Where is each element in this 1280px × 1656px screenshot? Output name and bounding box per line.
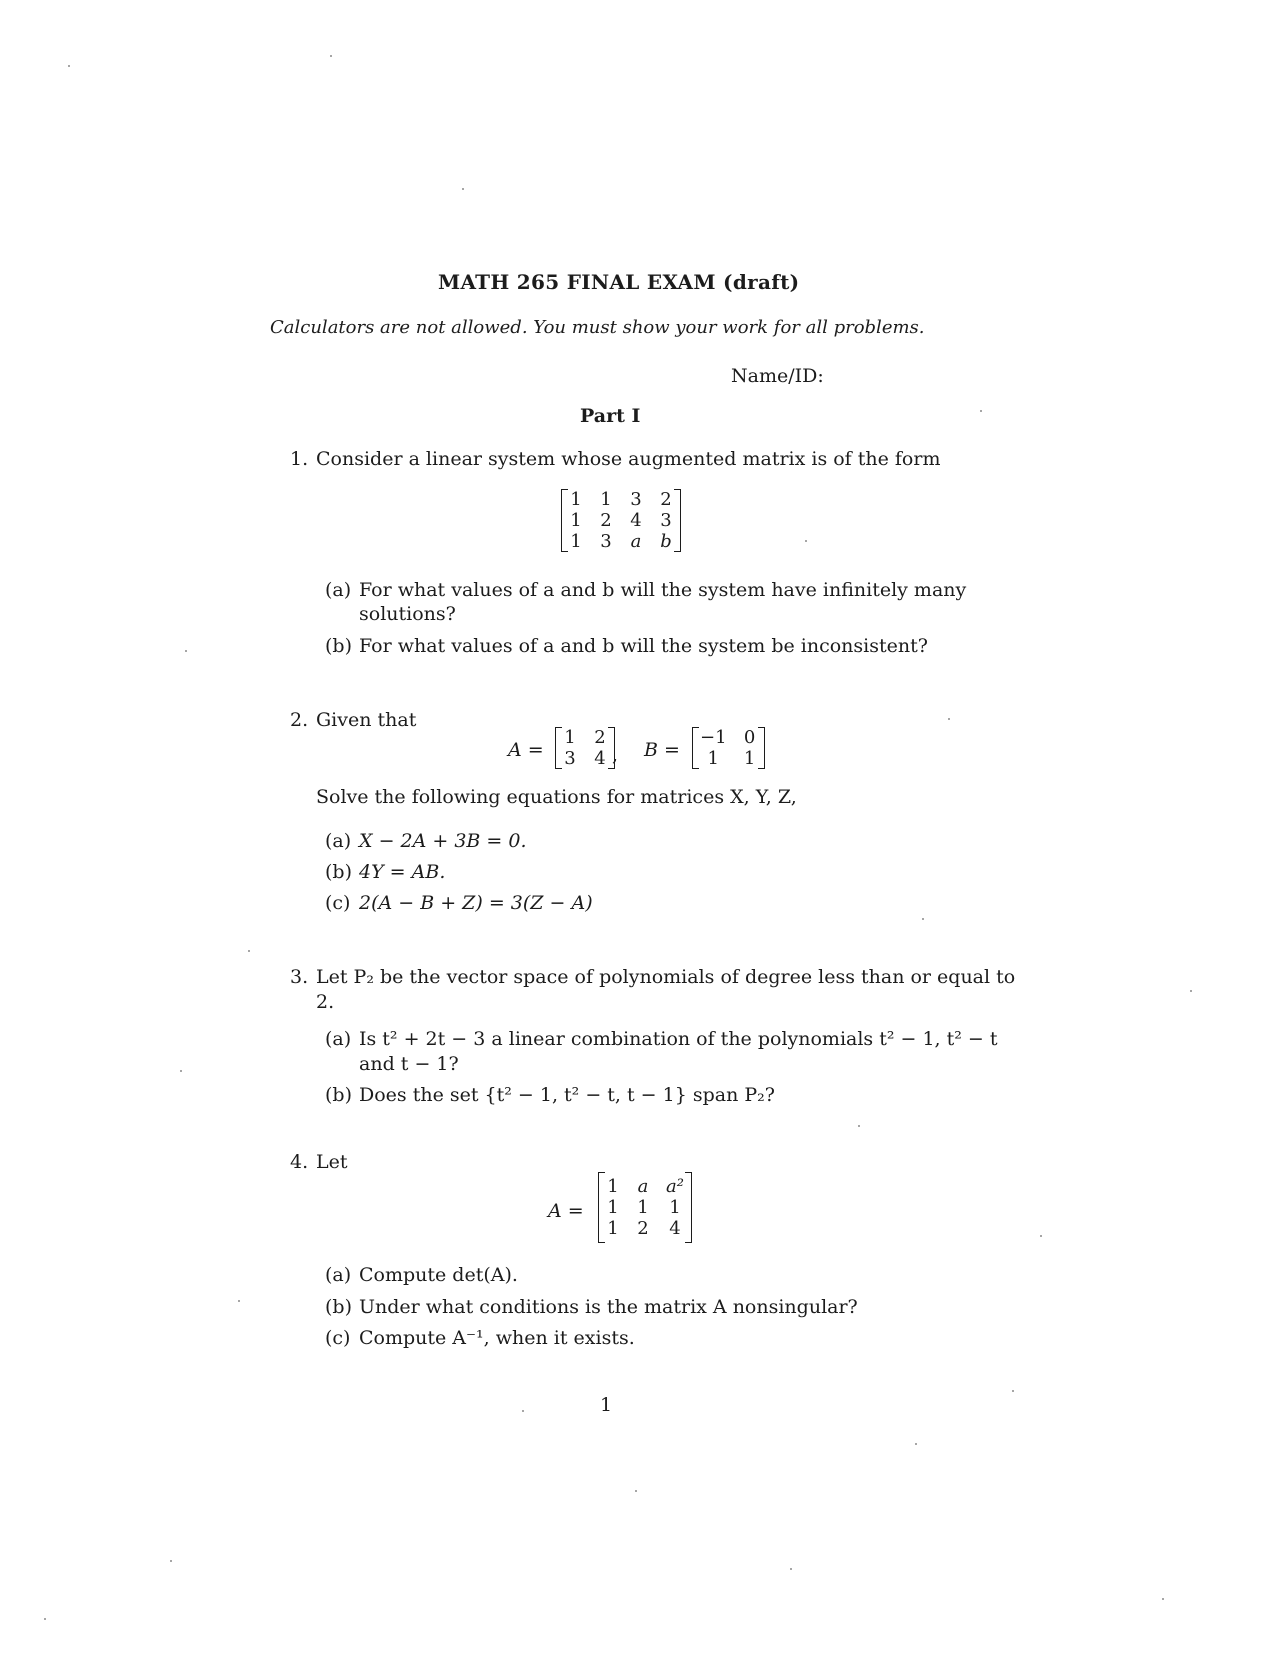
q4-part-a-label: (a) xyxy=(325,1264,352,1286)
scan-speck xyxy=(805,540,807,542)
q4-matrix-label: A = xyxy=(548,1200,584,1222)
q3-line2: 2. xyxy=(316,991,335,1013)
q2-part-a-equation: X − 2A + 3B = 0. xyxy=(359,830,527,852)
q2-matrix-b xyxy=(692,727,765,769)
q1-part-b-label: (b) xyxy=(325,635,352,657)
q2-matrix-a-label: A = xyxy=(508,739,544,761)
q2-part-c-label: (c) xyxy=(325,892,351,914)
q2-number: 2. xyxy=(290,709,309,731)
matrix-cell: a² xyxy=(666,1176,684,1197)
q4-matrix-a xyxy=(598,1172,692,1243)
q4-part-a-text: Compute det(A). xyxy=(359,1264,518,1286)
scan-speck xyxy=(238,1300,240,1302)
scan-speck xyxy=(915,1443,917,1445)
q2-part-b-label: (b) xyxy=(325,861,352,883)
matrix-cell: 1 xyxy=(607,1218,619,1239)
q1-number: 1. xyxy=(290,448,309,470)
exam-instructions: Calculators are not allowed. You must show your work for all problems. xyxy=(270,317,925,338)
matrix-cell: 0 xyxy=(743,727,756,748)
part-heading: Part I xyxy=(580,405,641,427)
scan-speck xyxy=(858,1125,860,1127)
matrix-cell: 3 xyxy=(600,531,612,552)
scan-speck xyxy=(522,1410,524,1412)
matrix-cell: 1 xyxy=(707,748,719,769)
exam-title: MATH 265 FINAL EXAM (draft) xyxy=(438,270,800,294)
scan-speck xyxy=(248,950,250,952)
matrix-cell: 2 xyxy=(594,727,606,748)
q1-text: Consider a linear system whose augmented matrix is of the form xyxy=(316,448,941,470)
scan-speck xyxy=(1012,1390,1014,1392)
scan-speck xyxy=(922,918,924,920)
matrix-cell: 1 xyxy=(570,489,582,510)
matrix-cell: 1 xyxy=(669,1197,681,1218)
q4-part-c-text: Compute A⁻¹, when it exists. xyxy=(359,1327,635,1349)
matrix-cell: 4 xyxy=(669,1218,681,1239)
matrix-cell: a xyxy=(630,531,642,552)
scan-speck xyxy=(948,718,950,720)
scan-speck xyxy=(635,1490,637,1492)
scan-speck xyxy=(790,1568,792,1570)
scan-speck xyxy=(1162,1598,1164,1600)
q2-part-c-equation: 2(A − B + Z) = 3(Z − A) xyxy=(359,892,593,914)
scan-speck xyxy=(1040,1235,1042,1237)
matrix-cell: 2 xyxy=(637,1218,649,1239)
matrix-cell: 4 xyxy=(594,748,606,769)
scan-speck xyxy=(44,1618,46,1620)
page-number: 1 xyxy=(600,1394,613,1416)
q2-part-b-equation: 4Y = AB. xyxy=(359,861,446,883)
q1-part-a-label: (a) xyxy=(325,579,352,601)
q4-number: 4. xyxy=(290,1151,309,1173)
matrix-cell: a xyxy=(637,1176,649,1197)
q1-augmented-matrix xyxy=(561,489,681,552)
matrix-cell: 1 xyxy=(743,748,756,769)
scan-speck xyxy=(68,65,70,67)
q3-part-a-label: (a) xyxy=(325,1028,352,1050)
scan-speck xyxy=(185,650,187,652)
matrix-cell: 4 xyxy=(630,510,642,531)
q2-solve-text: Solve the following equations for matrices X, Y, Z, xyxy=(316,786,797,808)
matrix-cell: 1 xyxy=(570,510,582,531)
matrix-cell: 2 xyxy=(600,510,612,531)
q1-part-a-line2: solutions? xyxy=(359,603,456,625)
matrix-cell: 3 xyxy=(660,510,672,531)
q3-part-a-line2: and t − 1? xyxy=(359,1053,459,1075)
matrix-cell: 3 xyxy=(564,748,576,769)
matrix-cell: 1 xyxy=(570,531,582,552)
matrix-cell: 1 xyxy=(564,727,576,748)
scan-speck xyxy=(180,1070,182,1072)
scan-speck xyxy=(980,410,982,412)
q3-part-b-text: Does the set {t² − 1, t² − t, t − 1} span P₂? xyxy=(359,1084,775,1106)
matrix-cell: b xyxy=(660,531,672,552)
q2-part-a-label: (a) xyxy=(325,830,352,852)
name-id-label: Name/ID: xyxy=(731,365,824,387)
q4-text: Let xyxy=(316,1151,348,1173)
matrix-cell: 1 xyxy=(637,1197,649,1218)
matrix-cell: −1 xyxy=(700,727,727,748)
scan-speck xyxy=(462,188,464,190)
q2-matrix-a xyxy=(555,727,615,769)
q1-part-b-text: For what values of a and b will the system be inconsistent? xyxy=(359,635,928,657)
q2-matrix-b-label: B = xyxy=(644,739,680,761)
q3-part-b-label: (b) xyxy=(325,1084,352,1106)
matrix-cell: 1 xyxy=(600,489,612,510)
matrix-cell: 2 xyxy=(660,489,672,510)
matrix-cell: 3 xyxy=(630,489,642,510)
scan-speck xyxy=(170,1560,172,1562)
q2-text: Given that xyxy=(316,709,417,731)
q2-comma: , xyxy=(612,744,619,766)
q4-part-c-label: (c) xyxy=(325,1327,351,1349)
scan-speck xyxy=(1190,990,1192,992)
matrix-cell: 1 xyxy=(607,1176,619,1197)
q4-part-b-label: (b) xyxy=(325,1296,352,1318)
matrix-cell: 1 xyxy=(607,1197,619,1218)
q4-part-b-text: Under what conditions is the matrix A nonsingular? xyxy=(359,1296,858,1318)
q1-part-a-line1: For what values of a and b will the system have infinitely many xyxy=(359,579,967,601)
q3-number: 3. xyxy=(290,966,309,988)
q3-line1: Let P₂ be the vector space of polynomials of degree less than or equal to xyxy=(316,966,1016,988)
scan-speck xyxy=(330,55,332,57)
q3-part-a-line1: Is t² + 2t − 3 a linear combination of the polynomials t² − 1, t² − t xyxy=(359,1028,998,1050)
